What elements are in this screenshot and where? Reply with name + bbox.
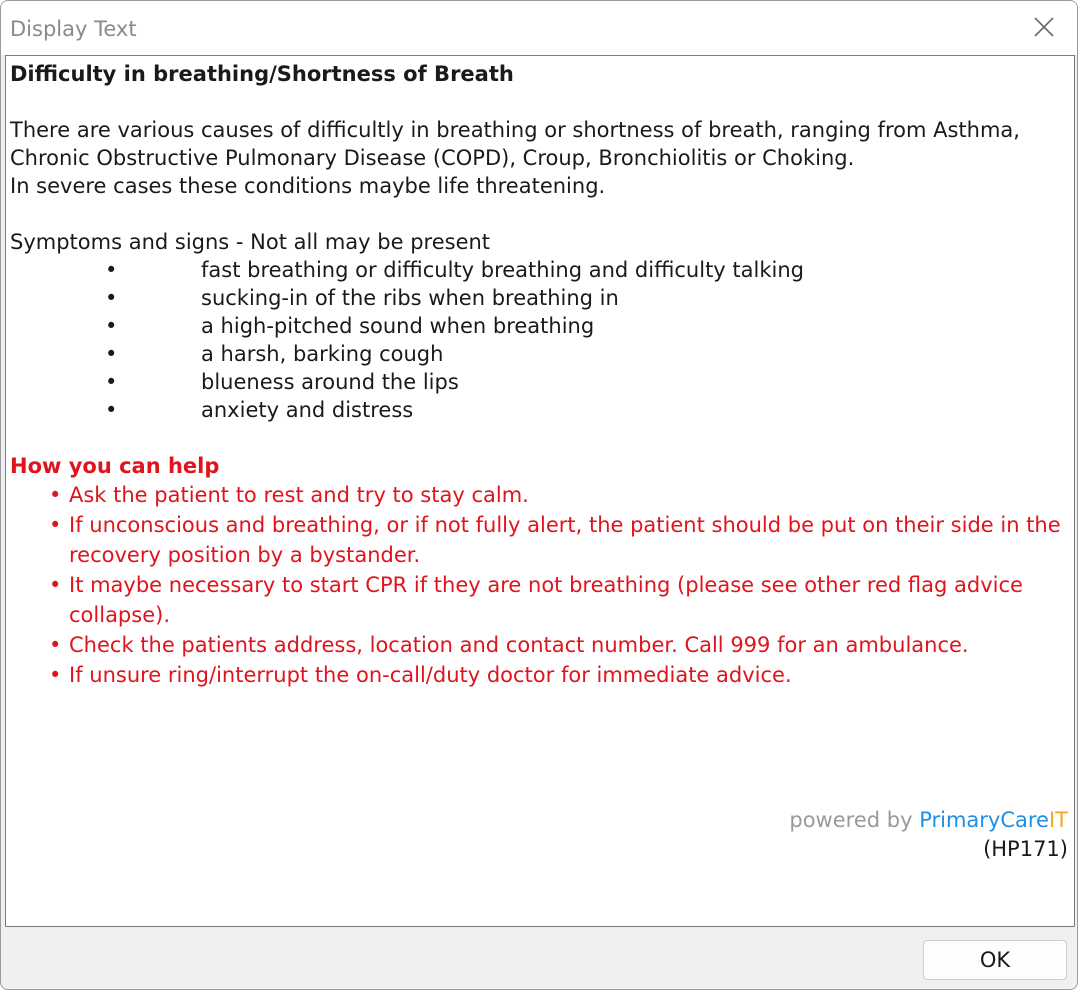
bullet: •	[105, 398, 118, 422]
symptom-text: sucking-in of the ribs when breathing in	[201, 286, 619, 310]
help-text: Ask the patient to rest and try to stay calm.	[69, 483, 529, 507]
help-list	[10, 480, 1068, 690]
spacer	[10, 88, 1068, 116]
bullet: •	[49, 573, 62, 597]
bullet: •	[105, 314, 118, 338]
help-item	[10, 480, 1068, 510]
list-item	[10, 396, 1068, 424]
powered-by	[789, 806, 1068, 864]
content-body	[10, 60, 1068, 690]
close-button[interactable]	[1011, 1, 1077, 51]
dialog-footer	[1, 927, 1077, 989]
protocol-code: (HP171)	[983, 837, 1068, 861]
intro-line: In severe cases these conditions maybe life threatening.	[10, 174, 606, 198]
help-item	[10, 660, 1068, 690]
help-item	[10, 630, 1068, 660]
help-text: If unsure ring/interrupt the on-call/duty doctor for immediate advice.	[69, 663, 792, 687]
bullet: •	[105, 258, 118, 282]
help-text: If unconscious and breathing, or if not fully alert, the patient should be put on their side in the recovery position by a bystander.	[69, 513, 1061, 567]
spacer	[10, 424, 1068, 452]
bullet: •	[105, 342, 118, 366]
page-title: Difficulty in breathing/Shortness of Breath	[10, 62, 514, 86]
list-item	[10, 256, 1068, 284]
bullet: •	[49, 483, 62, 507]
symptom-text: a harsh, barking cough	[201, 342, 444, 366]
list-item	[10, 284, 1068, 312]
bullet: •	[49, 663, 62, 687]
help-text: Check the patients address, location and contact number. Call 999 for an ambulance.	[69, 633, 969, 657]
window-title: Display Text	[10, 17, 137, 41]
ok-button[interactable]: OK	[923, 940, 1067, 980]
symptoms-list	[10, 256, 1068, 424]
brand-suffix: IT	[1048, 808, 1068, 832]
list-item	[10, 340, 1068, 368]
title-bar[interactable]	[1, 1, 1077, 55]
list-item	[10, 368, 1068, 396]
symptom-text: fast breathing or difficulty breathing and difficulty talking	[201, 258, 804, 282]
symptom-text: anxiety and distress	[201, 398, 414, 422]
brand-name: PrimaryCare	[919, 808, 1049, 832]
close-icon	[1033, 16, 1055, 38]
bullet: •	[105, 286, 118, 310]
help-text: It maybe necessary to start CPR if they are not breathing (please see other red flag advice collapse).	[69, 573, 1023, 627]
bullet: •	[49, 513, 62, 537]
content-panel[interactable]	[5, 55, 1075, 927]
symptoms-intro: Symptoms and signs - Not all may be present	[10, 230, 491, 254]
help-item	[10, 510, 1068, 570]
intro-line: There are various causes of difficultly in breathing or shortness of breath, ranging from Asthma,	[10, 118, 1020, 142]
help-heading: How you can help	[10, 454, 220, 478]
symptom-text: a high-pitched sound when breathing	[201, 314, 595, 338]
spacer	[10, 200, 1068, 228]
powered-by-prefix: powered by	[789, 808, 920, 832]
bullet: •	[105, 370, 118, 394]
intro-line: Chronic Obstructive Pulmonary Disease (COPD), Croup, Bronchiolitis or Choking.	[10, 146, 855, 170]
symptom-text: blueness around the lips	[201, 370, 459, 394]
bullet: •	[49, 633, 62, 657]
powered-by-line	[789, 806, 1068, 835]
list-item	[10, 312, 1068, 340]
help-item	[10, 570, 1068, 630]
